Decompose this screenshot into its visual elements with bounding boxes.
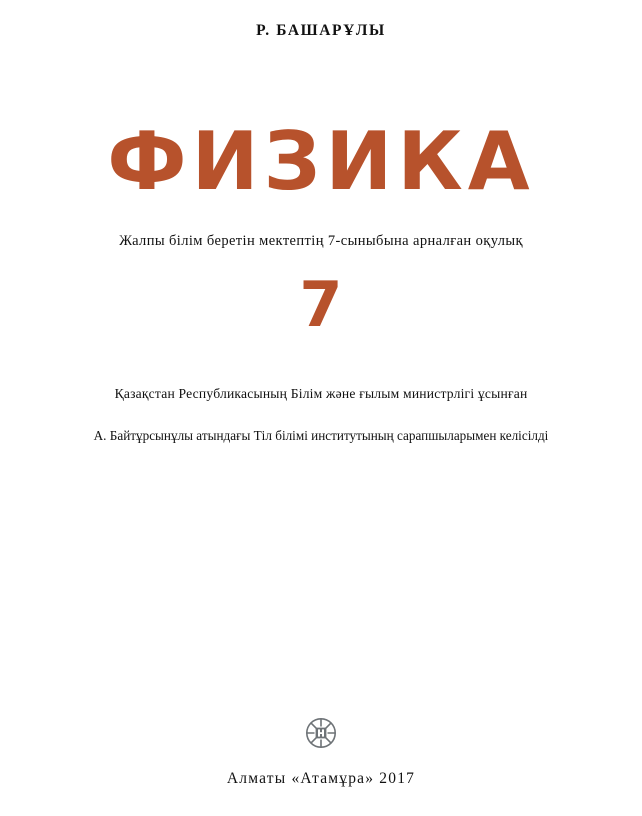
- institute-agreement-text: А. Байтұрсынұлы атындағы Тіл білімі институтының сарапшыларымен келісілді: [93, 428, 549, 444]
- book-subtitle: Жалпы білім беретін мектептің 7-сыныбына арналған оқулық: [119, 233, 523, 249]
- book-title: ФИЗИКА: [107, 115, 535, 208]
- ministry-approval-text: Қазақстан Республикасының Білім және ғылым министрлігі ұсынған: [114, 386, 528, 402]
- author-name: Р. БАШАРҰЛЫ: [256, 22, 386, 39]
- atamura-publisher-logo-icon: [298, 710, 344, 756]
- publisher-line: Алматы «Атамұра» 2017: [226, 770, 416, 787]
- grade-number: 7: [299, 268, 343, 342]
